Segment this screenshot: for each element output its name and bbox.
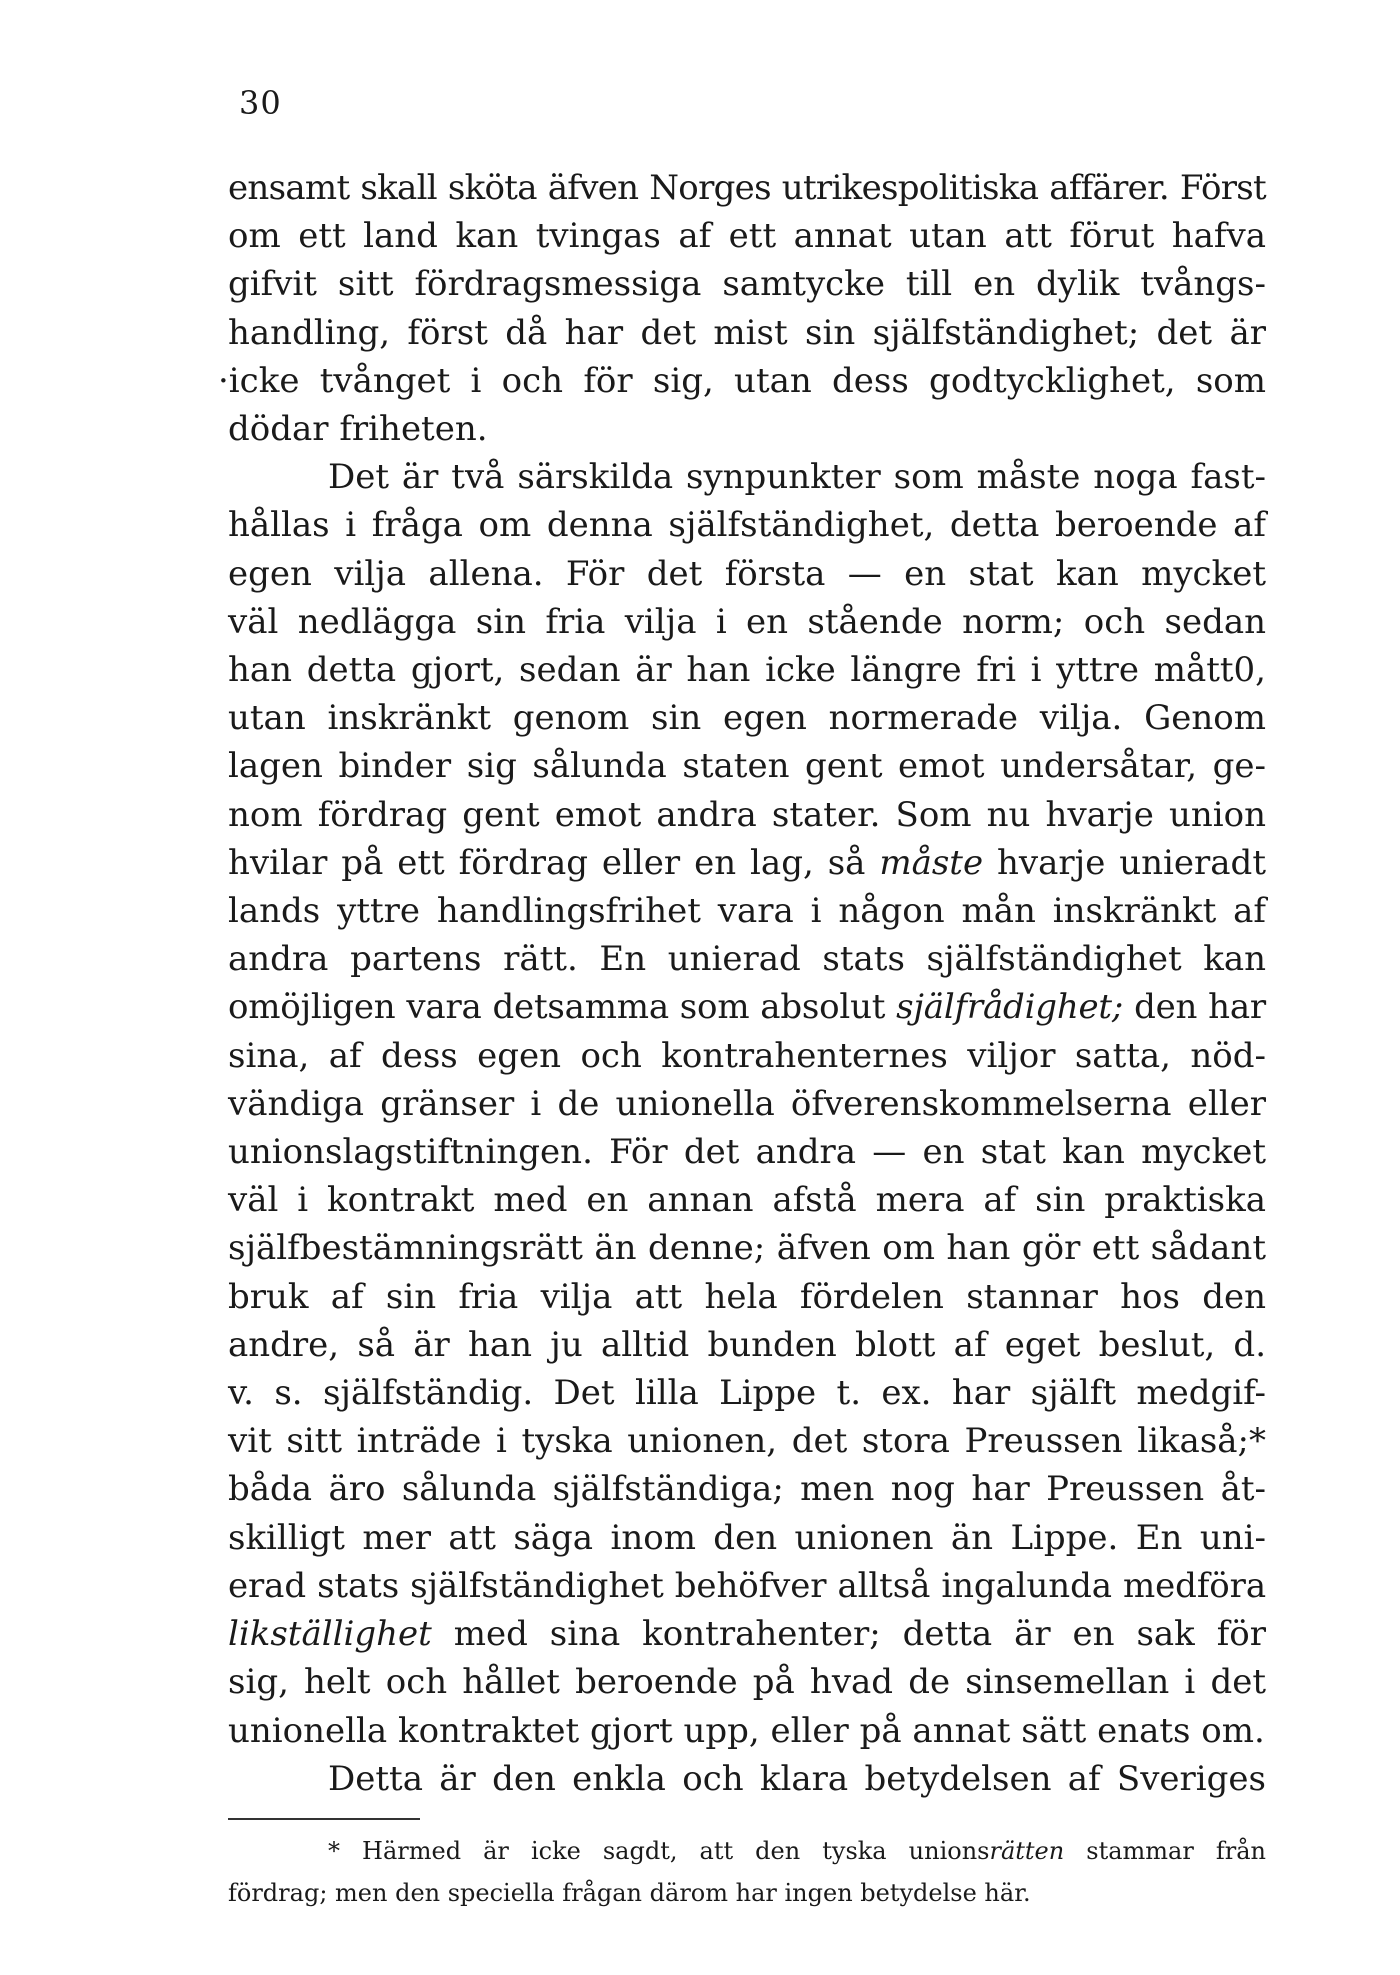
- text-line: sina, af dess egen och kontrahenternes viljor satta, nöd-: [228, 1035, 1266, 1076]
- text-line: v. s. själfständig. Det lilla Lippe t. ex. har själft medgif-: [228, 1373, 1266, 1414]
- footnote-line: fördrag; men den speciella frågan därom har ingen betydelse här.: [228, 1879, 1031, 1907]
- text-line: själfbestämningsrätt än denne; äfven om han gör ett sådant: [228, 1228, 1266, 1269]
- text-line: ensamt skall sköta äfven Norges utrikespolitiska affärer. Först: [228, 168, 1266, 208]
- text-line: sig, helt och hållet beroende på hvad de sinsemellan i det: [228, 1662, 1266, 1703]
- text-line: ·icke tvånget i och för sig, utan dess godtycklighet, som: [218, 360, 1266, 401]
- text-line: bruk af sin fria vilja att hela fördelen stannar hos den: [228, 1276, 1266, 1317]
- footnote-line: * Härmed är icke sagdt, att den tyska unionsrätten stammar från: [328, 1837, 1266, 1865]
- text-line: väl nedlägga sin fria vilja i en stående norm; och sedan: [228, 601, 1266, 642]
- text-line: utan inskränkt genom sin egen normerade vilja. Genom: [228, 698, 1266, 739]
- emphasis: likställighet: [228, 1614, 432, 1655]
- text-line: gifvit sitt fördragsmessiga samtycke till en dylik tvångs-: [228, 264, 1266, 305]
- text-line: erad stats själfständighet behöfver alltså ingalunda medföra: [228, 1565, 1266, 1606]
- text-line: unionslagstiftningen. För det andra — en stat kan mycket: [228, 1132, 1266, 1173]
- text-line: lands yttre handlingsfrihet vara i någon mån inskränkt af: [228, 891, 1266, 932]
- text-line: omöjligen vara detsamma som absolut själfrådighet; den har: [228, 987, 1266, 1028]
- text-line: vändiga gränser i de unionella öfverenskommelserna eller: [228, 1083, 1266, 1124]
- text-line: vit sitt inträde i tyska unionen, det stora Preussen likaså;*: [228, 1421, 1266, 1462]
- text-line: han detta gjort, sedan är han icke längre fri i yttre mått0,: [228, 650, 1266, 691]
- text-line: likställighet med sina kontrahenter; detta är en sak för: [228, 1614, 1266, 1655]
- text-line: nom fördrag gent emot andra stater. Som nu hvarje union: [228, 794, 1266, 835]
- body-text: [218, 164, 1266, 1803]
- footnote: [228, 1830, 1266, 1914]
- footnote-rule: [228, 1818, 420, 1820]
- page-number: 30: [239, 84, 282, 122]
- text-line: Det är två särskilda synpunkter som måste noga fast-: [328, 457, 1266, 498]
- text-line: dödar friheten.: [228, 409, 488, 450]
- emphasis: måste: [879, 842, 984, 883]
- text-line: båda äro sålunda själfständiga; men nog har Preussen åt-: [228, 1469, 1266, 1510]
- text-line: hvilar på ett fördrag eller en lag, så måste hvarje unieradt: [228, 842, 1266, 883]
- emphasis: själfrådighet;: [896, 987, 1124, 1028]
- text-line: unionella kontraktet gjort upp, eller på annat sätt enats om.: [228, 1710, 1265, 1751]
- text-line: egen vilja allena. För det första — en stat kan mycket: [228, 553, 1266, 594]
- text-line: andre, så är han ju alltid bunden blott af eget beslut, d.: [228, 1324, 1266, 1365]
- text-line: Detta är den enkla och klara betydelsen af Sveriges: [328, 1758, 1266, 1799]
- text-line: hållas i fråga om denna själfständighet, detta beroende af: [228, 505, 1266, 546]
- text-line: väl i kontrakt med en annan afstå mera af sin praktiska: [228, 1180, 1266, 1221]
- text-line: skilligt mer att säga inom den unionen än Lippe. En uni-: [228, 1517, 1266, 1558]
- text-line: handling, först då har det mist sin själfständighet; det är: [228, 312, 1266, 353]
- emphasis: rätten: [989, 1837, 1065, 1865]
- text-line: lagen binder sig sålunda staten gent emot undersåtar, ge-: [228, 746, 1266, 787]
- text-line: om ett land kan tvingas af ett annat utan att förut hafva: [228, 216, 1266, 257]
- text-line: andra partens rätt. En unierad stats själfständighet kan: [228, 939, 1266, 980]
